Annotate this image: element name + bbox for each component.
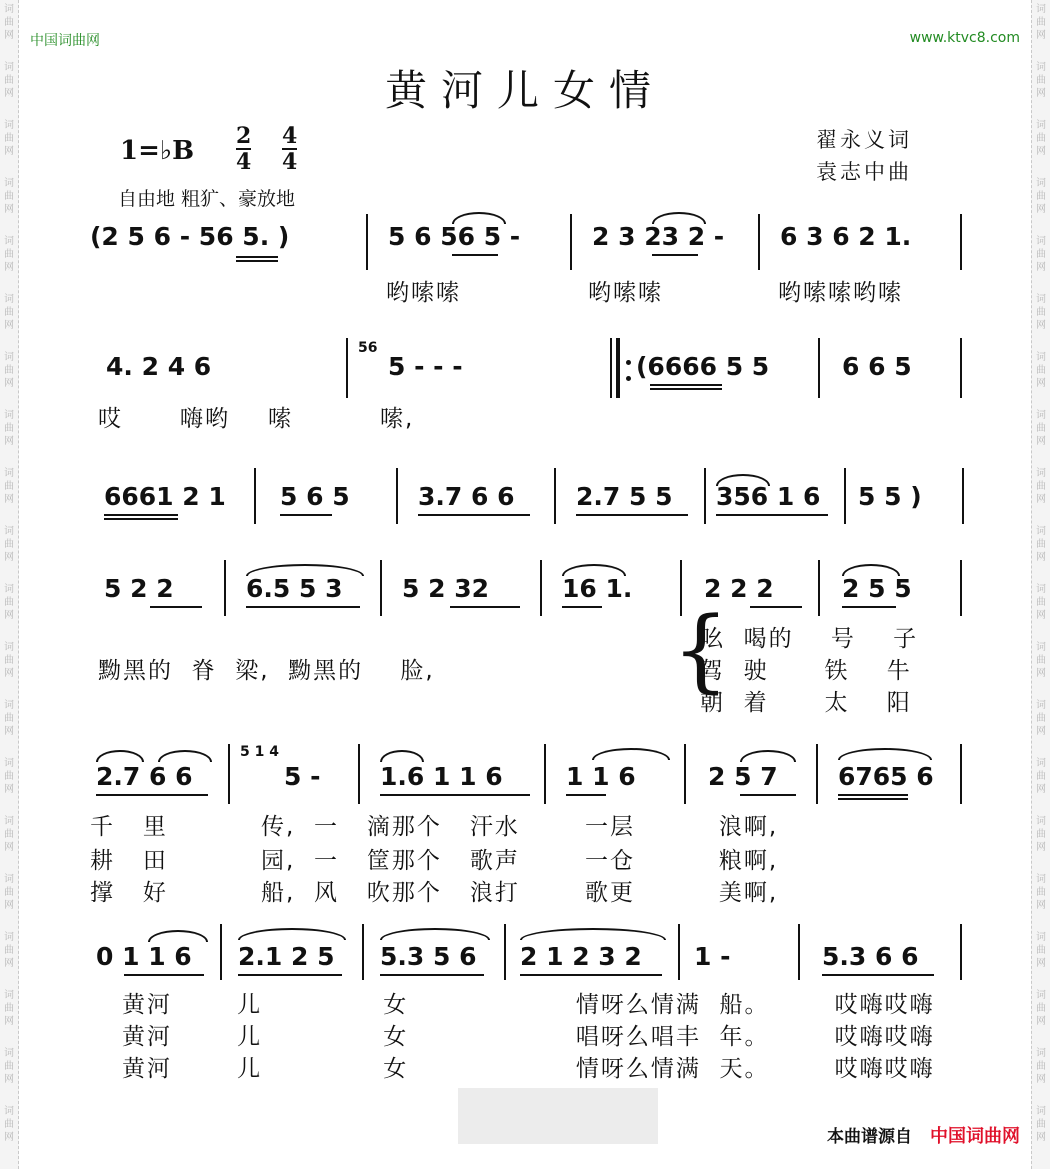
watermark-char: 曲 bbox=[1036, 17, 1046, 28]
watermark-char: 曲 bbox=[1036, 249, 1046, 260]
measure-r2-3: (6666 5 5 bbox=[636, 352, 770, 381]
watermark-char: 曲 bbox=[1036, 423, 1046, 434]
meter-b-denominator: 4 bbox=[282, 149, 298, 175]
measure-r6-1: 0 1 1 6 bbox=[96, 942, 192, 971]
watermark-char: 网 bbox=[1036, 494, 1046, 505]
measure-r4-2: 6.5 5 3 bbox=[246, 574, 343, 603]
slur bbox=[740, 750, 796, 762]
slur bbox=[592, 748, 670, 760]
barline bbox=[684, 744, 686, 804]
watermark-char: 词 bbox=[1036, 700, 1046, 711]
header-site-url[interactable]: www.ktvc8.com bbox=[909, 30, 1020, 46]
measure-r5-1: 2.7 6 6 bbox=[96, 762, 193, 791]
watermark-char: 曲 bbox=[1036, 655, 1046, 666]
lyric-r2-4: 嗦, bbox=[380, 406, 415, 432]
underline bbox=[238, 974, 342, 976]
watermark-char: 词 bbox=[4, 62, 14, 73]
watermark-char: 网 bbox=[4, 1132, 14, 1143]
slur bbox=[380, 750, 424, 762]
watermark-char: 曲 bbox=[1036, 829, 1046, 840]
watermark-char: 曲 bbox=[1036, 307, 1046, 318]
measure-r5-6: 6765 6 bbox=[838, 762, 934, 791]
lyricist-credit: 翟永义词 bbox=[816, 128, 912, 152]
barline bbox=[346, 338, 348, 398]
watermark-char: 曲 bbox=[1036, 365, 1046, 376]
slur bbox=[246, 564, 364, 576]
watermark-char: 词 bbox=[1036, 178, 1046, 189]
watermark-char: 网 bbox=[4, 88, 14, 99]
underline bbox=[236, 260, 278, 262]
watermark-char: 词 bbox=[1036, 4, 1046, 15]
watermark-char: 曲 bbox=[4, 1061, 14, 1072]
barline bbox=[570, 214, 572, 270]
watermark-char: 词 bbox=[4, 352, 14, 363]
key-signature: 1=♭B bbox=[120, 136, 195, 166]
slur bbox=[520, 928, 666, 940]
barline bbox=[818, 338, 820, 398]
lyric-r4-verse-3: 朝 着 太 阳 bbox=[700, 690, 912, 716]
barline bbox=[362, 924, 364, 980]
watermark-char: 曲 bbox=[4, 17, 14, 28]
slur bbox=[842, 564, 900, 576]
barline bbox=[396, 468, 398, 524]
watermark-char: 词 bbox=[4, 410, 14, 421]
watermark-char: 曲 bbox=[4, 481, 14, 492]
watermark-char: 网 bbox=[1036, 378, 1046, 389]
watermark-char: 网 bbox=[4, 30, 14, 41]
watermark-char: 曲 bbox=[4, 249, 14, 260]
watermark-char: 词 bbox=[4, 178, 14, 189]
underline bbox=[566, 794, 606, 796]
header-site-name[interactable]: 中国词曲网 bbox=[30, 33, 100, 49]
watermark-char: 曲 bbox=[4, 887, 14, 898]
underline bbox=[280, 514, 332, 516]
lyric-r4-verse-1: 吆 喝的 号 子 bbox=[700, 626, 919, 652]
underline bbox=[562, 606, 602, 608]
watermark-char: 网 bbox=[1036, 726, 1046, 737]
underline bbox=[822, 974, 934, 976]
barline bbox=[544, 744, 546, 804]
underline bbox=[150, 606, 202, 608]
watermark-char: 词 bbox=[1036, 526, 1046, 537]
watermark-char: 词 bbox=[1036, 352, 1046, 363]
blank-placeholder-box bbox=[458, 1088, 658, 1144]
watermark-char: 词 bbox=[1036, 1048, 1046, 1059]
watermark-char: 网 bbox=[4, 378, 14, 389]
barline bbox=[366, 214, 368, 270]
underline bbox=[104, 518, 178, 520]
watermark-char: 网 bbox=[1036, 1016, 1046, 1027]
grace-notes: 56 bbox=[358, 340, 378, 356]
watermark-char: 网 bbox=[1036, 88, 1046, 99]
lyric-r6-verse-1: 黄河 儿 女 情呀么情满 船。 哎嗨哎嗨 bbox=[122, 992, 935, 1018]
watermark-char: 词 bbox=[1036, 758, 1046, 769]
watermark-char: 网 bbox=[1036, 146, 1046, 157]
watermark-char: 曲 bbox=[1036, 1119, 1046, 1130]
slur bbox=[838, 748, 932, 760]
slur bbox=[562, 564, 626, 576]
watermark-char: 曲 bbox=[1036, 887, 1046, 898]
watermark-char: 网 bbox=[4, 958, 14, 969]
measure-r1-3: 2 3 23 2 - bbox=[592, 222, 725, 251]
watermark-char: 曲 bbox=[4, 713, 14, 724]
watermark-char: 网 bbox=[4, 842, 14, 853]
watermark-char: 网 bbox=[4, 1016, 14, 1027]
lyric-r4-verse-2: 驾 驶 铁 牛 bbox=[700, 658, 912, 684]
barline bbox=[962, 468, 964, 524]
watermark-char: 网 bbox=[1036, 204, 1046, 215]
meter-a-denominator: 4 bbox=[236, 149, 252, 175]
underline bbox=[842, 606, 896, 608]
lyric-r4-main: 黝黑的 脊 梁, 黝黑的 脸, bbox=[98, 658, 435, 684]
lyric-r6-verse-2: 黄河 儿 女 唱呀么唱丰 年。 哎嗨哎嗨 bbox=[122, 1024, 935, 1050]
measure-r5-4: 1 1 6 bbox=[566, 762, 636, 791]
tempo-marking: 自由地 粗犷、豪放地 bbox=[118, 188, 296, 210]
underline bbox=[650, 388, 722, 390]
lyric-r2-2: 嗨哟 bbox=[180, 406, 230, 432]
underline bbox=[652, 254, 698, 256]
watermark-char: 网 bbox=[1036, 668, 1046, 679]
verse-brace: { bbox=[672, 598, 730, 703]
watermark-char: 网 bbox=[1036, 262, 1046, 273]
watermark-char: 网 bbox=[4, 668, 14, 679]
slur bbox=[380, 928, 490, 940]
barline bbox=[554, 468, 556, 524]
watermark-char: 曲 bbox=[1036, 713, 1046, 724]
watermark-char: 词 bbox=[1036, 62, 1046, 73]
watermark-char: 词 bbox=[1036, 874, 1046, 885]
slur bbox=[452, 212, 506, 224]
underline bbox=[576, 514, 688, 516]
score-row-2 bbox=[0, 340, 1050, 412]
watermark-char: 网 bbox=[4, 552, 14, 563]
barline bbox=[678, 924, 680, 980]
underline bbox=[452, 254, 498, 256]
song-title: 黄河儿女情 bbox=[384, 66, 665, 115]
slur bbox=[158, 750, 212, 762]
measure-r1-4: 6 3 6 2 1. bbox=[780, 222, 912, 251]
barline bbox=[358, 744, 360, 804]
barline bbox=[960, 560, 962, 616]
watermark-char: 词 bbox=[1036, 642, 1046, 653]
watermark-char: 网 bbox=[4, 204, 14, 215]
watermark-char: 曲 bbox=[4, 1003, 14, 1014]
source-site-link[interactable]: 中国词曲网 bbox=[930, 1126, 1020, 1147]
watermark-char: 曲 bbox=[1036, 539, 1046, 550]
measure-r4-3: 5 2 32 bbox=[402, 574, 489, 603]
watermark-char: 网 bbox=[4, 784, 14, 795]
barline bbox=[504, 924, 506, 980]
watermark-char: 词 bbox=[1036, 990, 1046, 1001]
watermark-char: 词 bbox=[4, 120, 14, 131]
watermark-char: 曲 bbox=[4, 597, 14, 608]
underline bbox=[104, 514, 178, 516]
watermark-char: 曲 bbox=[1036, 771, 1046, 782]
repeat-dot bbox=[626, 376, 631, 381]
watermark-char: 网 bbox=[1036, 1132, 1046, 1143]
underline bbox=[838, 794, 908, 796]
measure-r2-1: 4. 2 4 6 bbox=[106, 352, 212, 381]
underline bbox=[418, 514, 530, 516]
watermark-char: 曲 bbox=[4, 307, 14, 318]
underline bbox=[380, 974, 484, 976]
repeat-dot bbox=[626, 360, 631, 365]
underline bbox=[716, 514, 828, 516]
underline bbox=[740, 794, 796, 796]
watermark-char: 词 bbox=[4, 468, 14, 479]
underline bbox=[520, 974, 662, 976]
watermark-char: 词 bbox=[4, 990, 14, 1001]
lyric-r5-verse-2: 耕 田 园, 一 筐那个 歌声 一仓 粮啊, bbox=[90, 848, 779, 874]
slur bbox=[652, 212, 706, 224]
time-signature-2-4 bbox=[236, 124, 251, 174]
slur bbox=[148, 930, 208, 942]
watermark-char: 词 bbox=[1036, 468, 1046, 479]
watermark-char: 曲 bbox=[4, 75, 14, 86]
barline bbox=[704, 468, 706, 524]
watermark-char: 词 bbox=[1036, 1106, 1046, 1117]
watermark-char: 网 bbox=[1036, 958, 1046, 969]
measure-r5-2: 5 - bbox=[284, 762, 321, 791]
watermark-char: 曲 bbox=[1036, 481, 1046, 492]
measure-r1-1: (2 5 6 - 56 5. ) bbox=[90, 222, 290, 251]
lyric-r6-verse-3: 黄河 儿 女 情呀么情满 天。 哎嗨哎嗨 bbox=[122, 1056, 935, 1082]
barline bbox=[610, 338, 612, 398]
lyric-r2-1: 哎 bbox=[98, 406, 123, 432]
watermark-char: 网 bbox=[4, 1074, 14, 1085]
watermark-char: 曲 bbox=[1036, 945, 1046, 956]
barline bbox=[254, 468, 256, 524]
watermark-char: 词 bbox=[4, 758, 14, 769]
watermark-char: 曲 bbox=[4, 365, 14, 376]
lyric-r2-3: 嗦 bbox=[268, 406, 293, 432]
barline bbox=[960, 924, 962, 980]
meter-a-numerator: 2 bbox=[236, 123, 252, 149]
underline bbox=[246, 606, 360, 608]
underline bbox=[380, 794, 530, 796]
watermark-char: 词 bbox=[1036, 932, 1046, 943]
watermark-char: 曲 bbox=[4, 1119, 14, 1130]
lyric-r1-1: 哟嗦嗦 bbox=[386, 280, 461, 306]
barline bbox=[960, 338, 962, 398]
barline bbox=[224, 560, 226, 616]
watermark-char: 网 bbox=[1036, 842, 1046, 853]
watermark-char: 词 bbox=[4, 526, 14, 537]
watermark-char: 网 bbox=[4, 610, 14, 621]
watermark-char: 网 bbox=[1036, 320, 1046, 331]
measure-r4-1: 5 2 2 bbox=[104, 574, 174, 603]
measure-r2-4: 6 6 5 bbox=[842, 352, 912, 381]
watermark-char: 词 bbox=[4, 816, 14, 827]
watermark-char: 网 bbox=[4, 146, 14, 157]
measure-r3-3: 3.7 6 6 bbox=[418, 482, 515, 511]
measure-r3-2: 5 6 5 bbox=[280, 482, 350, 511]
measure-r5-5: 2 5 7 bbox=[708, 762, 778, 791]
watermark-char: 网 bbox=[1036, 552, 1046, 563]
watermark-char: 曲 bbox=[1036, 133, 1046, 144]
underline bbox=[750, 606, 802, 608]
measure-r6-2: 2.1 2 5 bbox=[238, 942, 335, 971]
watermark-char: 网 bbox=[1036, 610, 1046, 621]
watermark-char: 网 bbox=[1036, 30, 1046, 41]
measure-r6-4: 2 1 2 3 2 bbox=[520, 942, 642, 971]
measure-r6-5: 1 - bbox=[694, 942, 731, 971]
watermark-char: 曲 bbox=[1036, 1061, 1046, 1072]
slur bbox=[716, 474, 770, 486]
repeat-barline bbox=[616, 338, 620, 398]
watermark-char: 词 bbox=[1036, 120, 1046, 131]
barline bbox=[816, 744, 818, 804]
underline bbox=[236, 256, 278, 258]
measure-r1-2: 5 6 56 5 - bbox=[388, 222, 521, 251]
grace-notes: 5 1 4 bbox=[240, 744, 279, 760]
lyric-r5-verse-3: 撑 好 船, 风 吹那个 浪打 歌更 美啊, bbox=[90, 880, 779, 906]
watermark-char: 词 bbox=[4, 700, 14, 711]
barline bbox=[540, 560, 542, 616]
watermark-char: 曲 bbox=[4, 539, 14, 550]
measure-r5-3: 1.6 1 1 6 bbox=[380, 762, 503, 791]
barline bbox=[798, 924, 800, 980]
watermark-char: 词 bbox=[1036, 584, 1046, 595]
barline bbox=[960, 744, 962, 804]
watermark-char: 词 bbox=[4, 642, 14, 653]
barline bbox=[758, 214, 760, 270]
watermark-char: 曲 bbox=[1036, 75, 1046, 86]
lyric-r1-2: 哟嗦嗦 bbox=[588, 280, 663, 306]
watermark-char: 词 bbox=[1036, 294, 1046, 305]
watermark-char: 网 bbox=[1036, 784, 1046, 795]
barline bbox=[960, 214, 962, 270]
watermark-char: 词 bbox=[1036, 236, 1046, 247]
lyric-r5-verse-1: 千 里 传, 一 滴那个 汗水 一层 浪啊, bbox=[90, 814, 779, 840]
watermark-char: 曲 bbox=[4, 771, 14, 782]
watermark-char: 词 bbox=[4, 874, 14, 885]
measure-r4-4: 16 1. bbox=[562, 574, 633, 603]
measure-r4-5: 2 2 2 bbox=[704, 574, 774, 603]
watermark-char: 词 bbox=[4, 584, 14, 595]
watermark-char: 网 bbox=[1036, 1074, 1046, 1085]
time-signature-4-4 bbox=[282, 124, 297, 174]
barline bbox=[844, 468, 846, 524]
measure-r3-6: 5 5 ) bbox=[858, 482, 922, 511]
slur bbox=[96, 750, 144, 762]
watermark-char: 词 bbox=[1036, 816, 1046, 827]
barline bbox=[228, 744, 230, 804]
watermark-char: 曲 bbox=[4, 655, 14, 666]
watermark-char: 网 bbox=[4, 494, 14, 505]
watermark-char: 曲 bbox=[1036, 191, 1046, 202]
watermark-char: 曲 bbox=[1036, 597, 1046, 608]
barline bbox=[220, 924, 222, 980]
measure-r3-5: 356 1 6 bbox=[716, 482, 821, 511]
score-row-1 bbox=[0, 222, 1050, 282]
measure-r6-3: 5.3 5 6 bbox=[380, 942, 477, 971]
watermark-char: 曲 bbox=[4, 945, 14, 956]
watermark-char: 曲 bbox=[4, 133, 14, 144]
watermark-char: 曲 bbox=[4, 191, 14, 202]
watermark-char: 网 bbox=[1036, 900, 1046, 911]
watermark-char: 词 bbox=[4, 294, 14, 305]
lyric-r1-3: 哟嗦嗦哟嗦 bbox=[778, 280, 903, 306]
composer-credit: 袁志中曲 bbox=[816, 160, 912, 184]
watermark-char: 网 bbox=[4, 262, 14, 273]
underline bbox=[450, 606, 520, 608]
score-row-3 bbox=[0, 482, 1050, 542]
watermark-char: 词 bbox=[4, 932, 14, 943]
watermark-char: 网 bbox=[4, 726, 14, 737]
watermark-char: 词 bbox=[4, 4, 14, 15]
watermark-char: 词 bbox=[4, 236, 14, 247]
meter-b-numerator: 4 bbox=[282, 123, 298, 149]
underline bbox=[124, 974, 204, 976]
watermark-char: 词 bbox=[4, 1048, 14, 1059]
slur bbox=[238, 928, 346, 940]
watermark-char: 网 bbox=[4, 900, 14, 911]
watermark-char: 词 bbox=[1036, 410, 1046, 421]
measure-r3-1: 6661 2 1 bbox=[104, 482, 226, 511]
underline bbox=[96, 794, 208, 796]
barline bbox=[380, 560, 382, 616]
measure-r2-2: 5 - - - bbox=[388, 352, 463, 381]
measure-r3-4: 2.7 5 5 bbox=[576, 482, 673, 511]
watermark-char: 网 bbox=[4, 320, 14, 331]
watermark-char: 网 bbox=[1036, 436, 1046, 447]
measure-r6-6: 5.3 6 6 bbox=[822, 942, 919, 971]
source-footer bbox=[827, 1122, 1020, 1148]
underline bbox=[650, 384, 722, 386]
watermark-char: 词 bbox=[4, 1106, 14, 1117]
source-label: 本曲谱源自 bbox=[827, 1127, 912, 1147]
watermark-char: 网 bbox=[4, 436, 14, 447]
watermark-char: 曲 bbox=[4, 423, 14, 434]
measure-r4-6: 2 5 5 bbox=[842, 574, 912, 603]
barline bbox=[818, 560, 820, 616]
underline bbox=[838, 798, 908, 800]
watermark-char: 曲 bbox=[1036, 1003, 1046, 1014]
watermark-char: 曲 bbox=[4, 829, 14, 840]
